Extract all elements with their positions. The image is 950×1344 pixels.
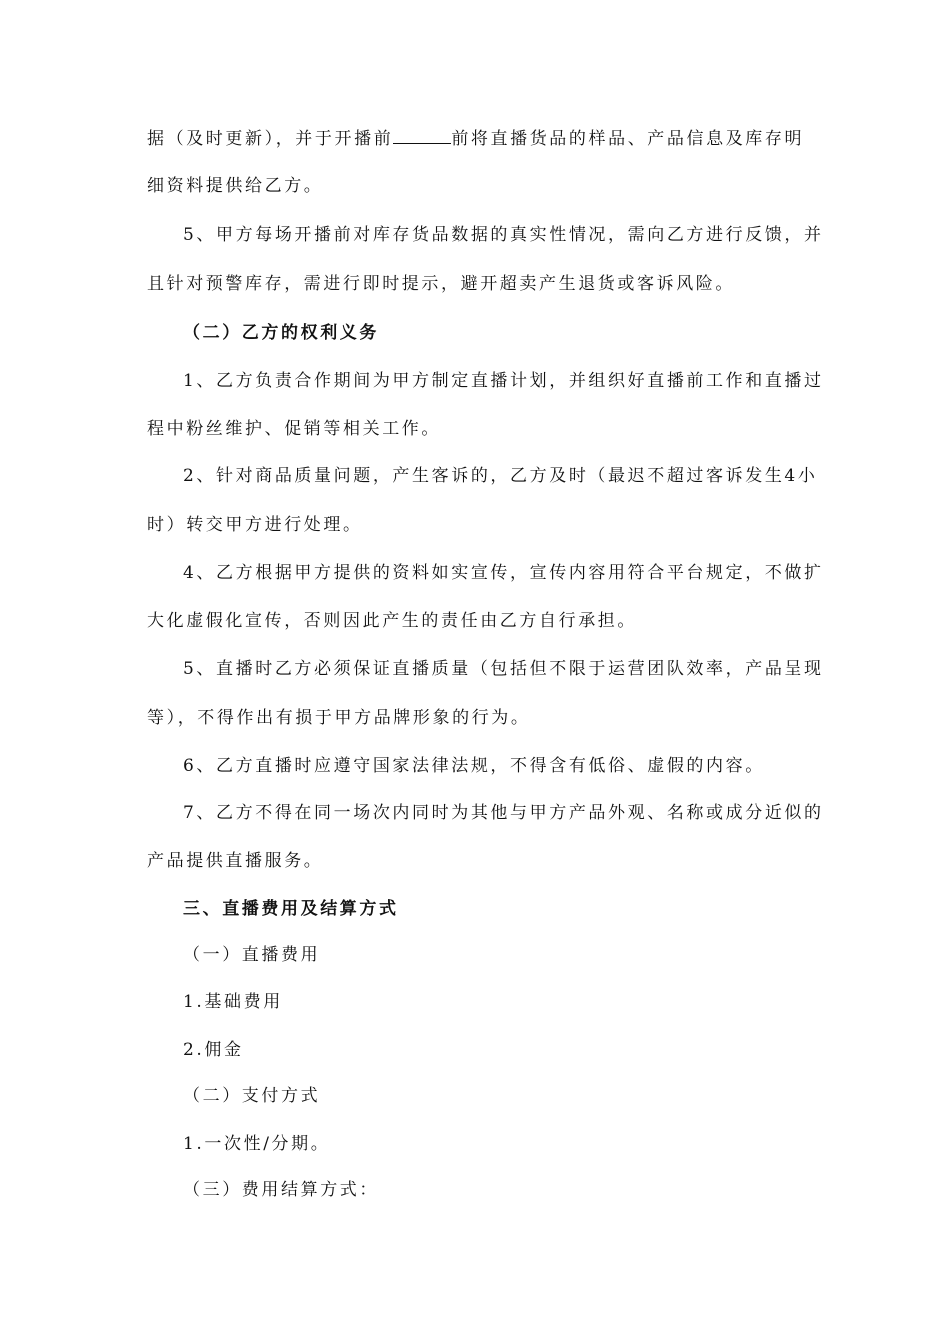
fill-in-blank (393, 127, 451, 144)
item-payment-installment: 1.一次性/分期。 (183, 1134, 331, 1154)
clause-b6-line-1: 6、乙方直播时应遵守国家法律法规，不得含有低俗、虚假的内容。 (183, 756, 765, 776)
clause-b7-line-2: 产品提供直播服务。 (147, 851, 324, 871)
clause-b1-line-2: 程中粉丝维护、促销等相关工作。 (147, 419, 441, 439)
section-heading-fees: 三、直播费用及结算方式 (183, 899, 399, 919)
section-heading-party-b-rights: （二）乙方的权利义务 (183, 323, 379, 343)
clause-b2-line-2: 时）转交甲方进行处理。 (147, 515, 363, 535)
paragraph-line-2: 细资料提供给乙方。 (147, 176, 324, 196)
clause-b4-line-1: 4、乙方根据甲方提供的资料如实宣传，宣传内容用符合平台规定，不做扩 (183, 563, 824, 583)
clause-b2-line-1: 2、针对商品质量问题，产生客诉的，乙方及时（最迟不超过客诉发生4小 (183, 466, 818, 486)
clause-b5-line-2: 等），不得作出有损于甲方品牌形象的行为。 (147, 708, 531, 728)
clause-b4-line-2: 大化虚假化宣传，否则因此产生的责任由乙方自行承担。 (147, 611, 637, 631)
subsection-live-fees: （一）直播费用 (183, 945, 321, 965)
clause-b5-line-1: 5、直播时乙方必须保证直播质量（包括但不限于运营团队效率，产品呈现 (183, 659, 824, 679)
subsection-settlement: （三）费用结算方式： (183, 1180, 379, 1200)
paragraph-line-1: 据（及时更新），并于开播前 前将直播货品的样品、产品信息及库存明 (147, 129, 805, 149)
clause-5-line-2: 且针对预警库存，需进行即时提示，避开超卖产生退货或客诉风险。 (147, 274, 735, 294)
item-commission: 2.佣金 (183, 1040, 244, 1060)
item-base-fee: 1.基础费用 (183, 992, 283, 1012)
clause-5-line-1: 5、甲方每场开播前对库存货品数据的真实性情况，需向乙方进行反馈，并 (183, 225, 824, 245)
subsection-payment-method: （二）支付方式 (183, 1086, 321, 1106)
clause-b7-line-1: 7、乙方不得在同一场次内同时为其他与甲方产品外观、名称或成分近似的 (183, 803, 824, 823)
clause-b1-line-1: 1、乙方负责合作期间为甲方制定直播计划，并组织好直播前工作和直播过 (183, 371, 824, 391)
